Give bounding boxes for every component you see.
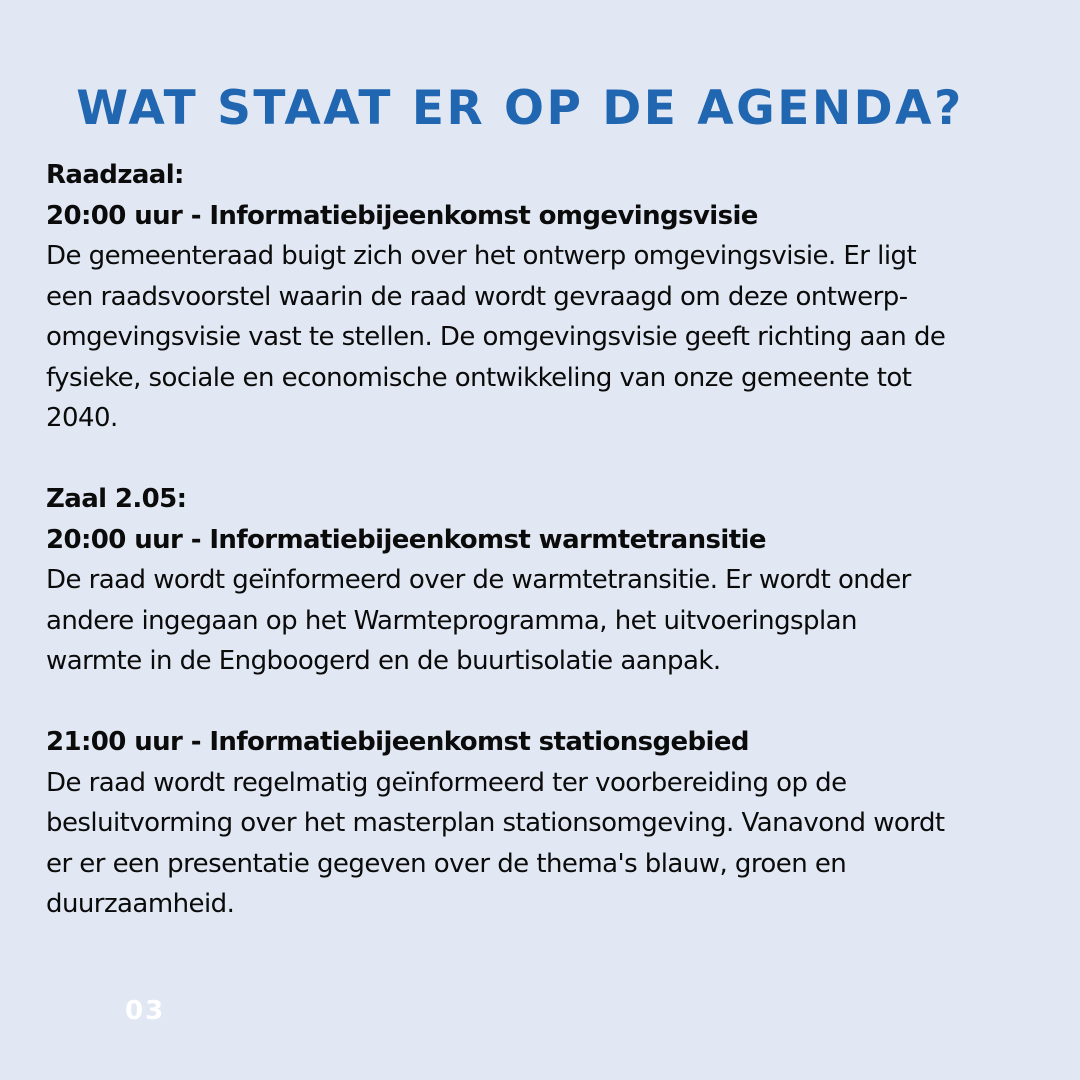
session-description-line: fysieke, sociale en economische ontwikkeling van onze gemeente tot <box>46 362 912 393</box>
session-description-line: besluitvorming over het masterplan stationsomgeving. Vanavond wordt <box>46 808 945 838</box>
session-description-line: andere ingegaan op het Warmteprogramma, het uitvoeringsplan <box>46 605 857 636</box>
session-description-line: De gemeenteraad buigt zich over het ontwerp omgevingsvisie. Er ligt <box>46 241 917 271</box>
session-description-line: 2040. <box>46 403 118 433</box>
room-heading: Zaal 2.05: <box>46 484 187 514</box>
session-description-line: omgevingsvisie vast te stellen. De omgevingsvisie geeft richting aan de <box>46 322 946 352</box>
spacer <box>46 439 1056 480</box>
page-number: 03 <box>125 996 166 1026</box>
session-heading: 21:00 uur - Informatiebijeenkomst stationsgebied <box>46 727 749 757</box>
session-heading: 20:00 uur - Informatiebijeenkomst omgevingsvisie <box>46 200 758 231</box>
session-description-line: warmte in de Engboogerd en de buurtisolatie aanpak. <box>46 646 721 676</box>
session-description-line: De raad wordt regelmatig geïnformeerd ter voorbereiding op de <box>46 767 847 798</box>
session-description-line: De raad wordt geïnformeerd over de warmtetransitie. Er wordt onder <box>46 565 911 595</box>
session-description-line: een raadsvoorstel waarin de raad wordt gevraagd om deze ontwerp- <box>46 281 908 312</box>
agenda-content <box>46 155 1056 925</box>
session-description-line: er er een presentatie gegeven over de thema's blauw, groen en <box>46 848 847 879</box>
page-title: WAT STAAT ER OP DE AGENDA? <box>76 81 964 136</box>
room-heading: Raadzaal: <box>46 160 184 190</box>
spacer <box>46 682 1056 723</box>
session-heading: 20:00 uur - Informatiebijeenkomst warmtetransitie <box>46 524 766 555</box>
session-description-line: duurzaamheid. <box>46 889 235 919</box>
